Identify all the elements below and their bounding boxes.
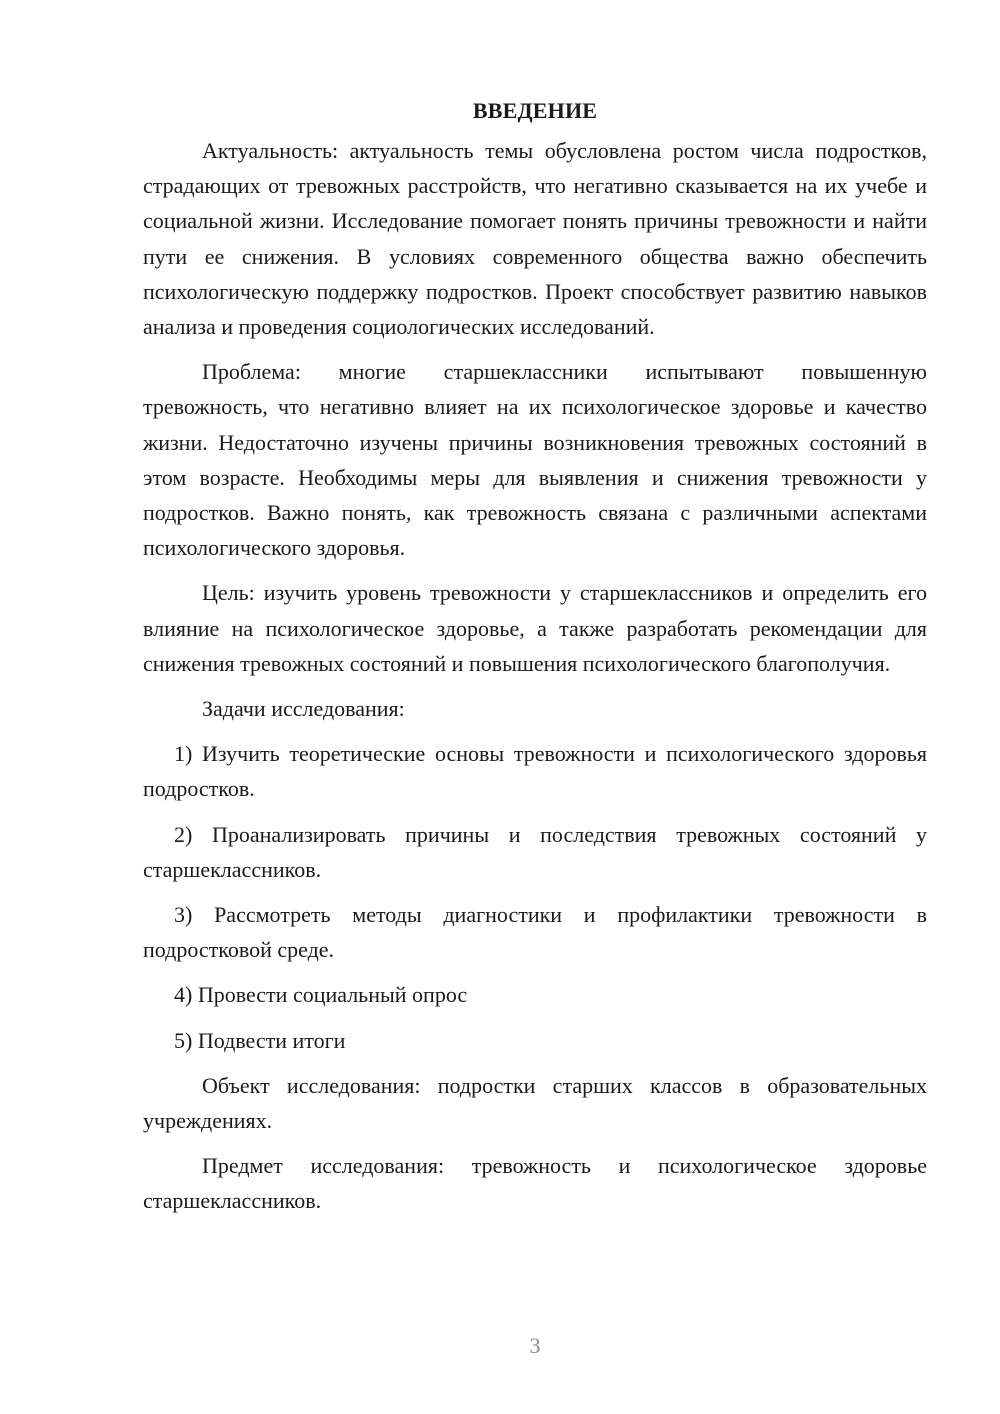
document-title: ВВЕДЕНИЕ [472,98,598,123]
object-paragraph: Объект исследования: подростки старших классов в образовательных учреждениях. [143,1072,927,1134]
task-item-4: 4) Провести социальный опрос [174,982,468,1008]
task-item-2: 2) Проанализировать причины и последствия тревожных состояний у старшеклассников. [143,821,927,882]
relevance-paragraph: Актуальность: актуальность темы обусловлена ростом числа подростков, страдающих от тревожных расстройств, что негативно сказывается на их учебе и социальной жизни. Исследование помогает понять причины тревожности и найти пути ее снижения. В условиях современного общества важно обеспечить психологическую поддержку подростков. Проект способствует развитию навыков анализа и проведения социологических исследований. [143,138,927,340]
page-number: 3 [529,1333,541,1358]
problem-paragraph: Проблема: многие старшеклассники испытывают повышенную тревожность, что негативно влияет на их психологическое здоровье и качество жизни. Недостаточно изучены причины возникновения тревожных состояний в этом возрасте. Необходимы меры для выявления и снижения тревожности у подростков. Важно понять, как тревожность связана с различными аспектами психологического здоровья. [143,359,927,561]
task-item-5: 5) Подвести итоги [174,1027,346,1053]
task-item-1: 1) Изучить теоретические основы тревожности и психологического здоровья подростков. [143,741,927,802]
subject-paragraph: Предмет исследования: тревожность и психологическое здоровье старшеклассников. [143,1153,927,1214]
tasks-heading: Задачи исследования: [202,696,405,722]
page-content [143,94,927,1229]
goal-paragraph: Цель: изучить уровень тревожности у старшеклассников и определить его влияние на психологическое здоровье, а также разработать рекомендации для снижения тревожных состояний и повышения психологического благополучия. [143,580,927,676]
task-item-3: 3) Рассмотреть методы диагностики и профилактики тревожности в подростковой среде. [143,902,927,963]
